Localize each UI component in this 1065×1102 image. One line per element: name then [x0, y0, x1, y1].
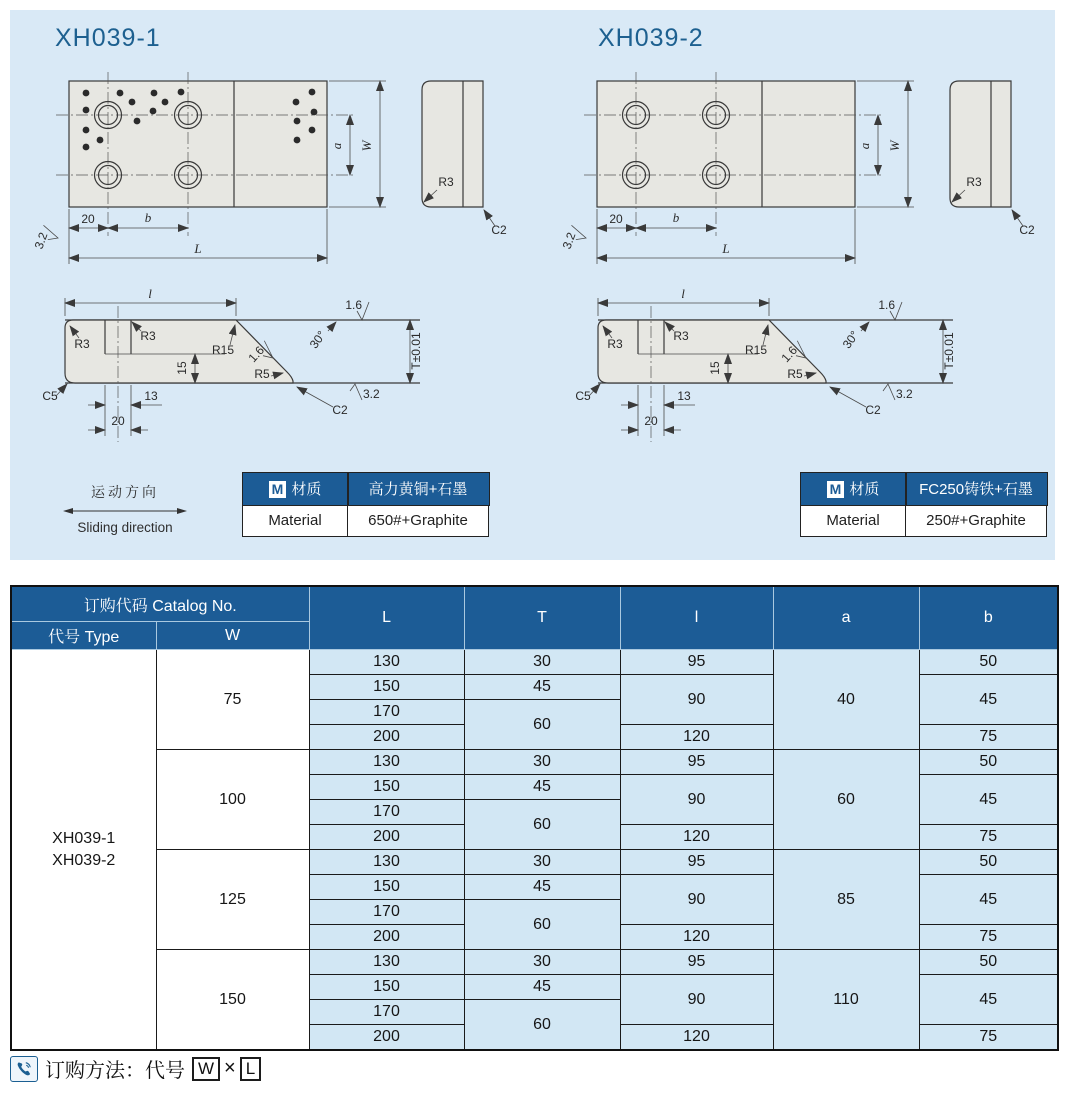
l-dim-cell: 170 — [309, 1000, 464, 1025]
b-cell: 50 — [919, 950, 1058, 975]
svg-text:T±0.01: T±0.01 — [942, 332, 956, 370]
m-symbol: M — [269, 481, 287, 498]
order-code-w: W — [192, 1057, 220, 1081]
profile-view-xh039-2 — [575, 286, 956, 442]
svg-text:C5: C5 — [575, 389, 591, 403]
b-cell: 75 — [919, 1025, 1058, 1051]
svg-text:15: 15 — [175, 361, 189, 375]
svg-text:L: L — [722, 241, 730, 256]
svg-text:3.2: 3.2 — [31, 230, 51, 251]
l-dim-cell: 170 — [309, 900, 464, 925]
material-header-cn: M 材质 — [243, 473, 348, 505]
header-col-T: T — [464, 586, 620, 650]
t-cell: 30 — [464, 950, 620, 975]
t-cell: 30 — [464, 850, 620, 875]
svg-text:C2: C2 — [332, 403, 348, 417]
t-cell: 45 — [464, 975, 620, 1000]
a-cell: 40 — [773, 650, 919, 750]
svg-text:C2: C2 — [491, 223, 507, 237]
t-cell: 30 — [464, 750, 620, 775]
svg-text:15: 15 — [708, 361, 722, 375]
svg-text:R3: R3 — [438, 175, 454, 189]
l-dim-cell: 200 — [309, 825, 464, 850]
header-col-L: L — [309, 586, 464, 650]
svg-text:R15: R15 — [211, 343, 235, 357]
l-dim-cell: 200 — [309, 725, 464, 750]
b-cell: 75 — [919, 725, 1058, 750]
svg-text:1.6: 1.6 — [878, 298, 895, 312]
l-dim-cell: 200 — [309, 1025, 464, 1051]
l-dim-cell: 150 — [309, 875, 464, 900]
svg-text:R15: R15 — [744, 343, 768, 357]
catalog-size-table — [10, 585, 1059, 1051]
svg-text:3.2: 3.2 — [363, 387, 380, 401]
l-dim-cell: 200 — [309, 925, 464, 950]
b-cell: 45 — [919, 675, 1058, 725]
table-row — [11, 750, 1058, 775]
svg-text:C2: C2 — [1019, 223, 1035, 237]
small-l-cell: 95 — [620, 650, 773, 675]
order-note — [10, 1054, 261, 1083]
svg-text:R3: R3 — [966, 175, 982, 189]
w-cell: 75 — [156, 650, 309, 750]
svg-text:30°: 30° — [306, 328, 329, 352]
l-dim-cell: 130 — [309, 750, 464, 775]
svg-text:R5: R5 — [787, 367, 803, 381]
svg-text:b: b — [672, 210, 680, 225]
svg-text:1.6: 1.6 — [778, 343, 801, 366]
m-symbol: M — [827, 481, 845, 498]
small-l-cell: 95 — [620, 850, 773, 875]
phone-icon — [10, 1056, 38, 1082]
svg-text:20: 20 — [111, 414, 125, 428]
small-l-cell: 120 — [620, 925, 773, 950]
small-l-cell: 90 — [620, 975, 773, 1025]
svg-text:3.2: 3.2 — [896, 387, 913, 401]
svg-text:W: W — [887, 140, 902, 152]
material-table-left — [242, 472, 489, 537]
w-cell: 125 — [156, 850, 309, 950]
l-dim-cell: 170 — [309, 800, 464, 825]
svg-text:L: L — [194, 241, 202, 256]
table-row — [11, 850, 1058, 875]
order-times: × — [224, 1057, 236, 1079]
header-col-l: l — [620, 586, 773, 650]
material-value-cn: FC250铸铁+石墨 — [906, 473, 1047, 505]
b-cell: 45 — [919, 875, 1058, 925]
svg-text:R3: R3 — [607, 337, 623, 351]
w-cell: 100 — [156, 750, 309, 850]
svg-text:20: 20 — [644, 414, 658, 428]
double-arrow-icon — [62, 506, 188, 516]
material-value-cn: 高力黄铜+石墨 — [348, 473, 489, 505]
t-cell: 60 — [464, 1000, 620, 1051]
svg-text:30°: 30° — [839, 328, 862, 352]
b-cell: 75 — [919, 825, 1058, 850]
svg-text:T±0.01: T±0.01 — [409, 332, 423, 370]
material-header-cn: M 材质 — [801, 473, 906, 505]
l-dim-cell: 130 — [309, 850, 464, 875]
t-cell: 30 — [464, 650, 620, 675]
svg-text:l: l — [681, 286, 685, 301]
b-cell: 50 — [919, 850, 1058, 875]
small-l-cell: 120 — [620, 825, 773, 850]
small-l-cell: 95 — [620, 750, 773, 775]
svg-text:13: 13 — [677, 389, 691, 403]
header-col-a: a — [773, 586, 919, 650]
svg-text:R5: R5 — [254, 367, 270, 381]
small-l-cell: 120 — [620, 725, 773, 750]
b-cell: 45 — [919, 975, 1058, 1025]
material-table-right — [800, 472, 1047, 537]
l-dim-cell: 150 — [309, 975, 464, 1000]
product-title-xh039-1: XH039-1 — [55, 24, 161, 52]
sliding-direction-note — [58, 482, 192, 535]
svg-text:20: 20 — [609, 212, 623, 226]
profile-view-xh039-1 — [42, 286, 423, 442]
l-dim-cell: 150 — [309, 775, 464, 800]
order-code-l: L — [240, 1057, 261, 1081]
svg-text:R3: R3 — [673, 329, 689, 343]
l-dim-cell: 130 — [309, 650, 464, 675]
svg-text:R3: R3 — [140, 329, 156, 343]
table-row — [11, 650, 1058, 675]
svg-text:1.6: 1.6 — [345, 298, 362, 312]
a-cell: 110 — [773, 950, 919, 1051]
header-type: 代号 Type — [11, 622, 156, 650]
material-header-en: Material — [801, 505, 906, 537]
t-cell: 60 — [464, 800, 620, 850]
svg-text:b: b — [144, 210, 152, 225]
b-cell: 45 — [919, 775, 1058, 825]
product-title-xh039-2: XH039-2 — [598, 24, 704, 52]
t-cell: 60 — [464, 900, 620, 950]
header-col-b: b — [919, 586, 1058, 650]
svg-text:C2: C2 — [865, 403, 881, 417]
material-header-en: Material — [243, 505, 348, 537]
table-row — [11, 950, 1058, 975]
b-cell: 50 — [919, 650, 1058, 675]
b-cell: 75 — [919, 925, 1058, 950]
drawing-panel — [10, 10, 1055, 560]
w-cell: 150 — [156, 950, 309, 1051]
l-dim-cell: 170 — [309, 700, 464, 725]
t-cell: 60 — [464, 700, 620, 750]
small-l-cell: 90 — [620, 675, 773, 725]
material-value-en: 250#+Graphite — [906, 505, 1047, 537]
sliding-direction-en: Sliding direction — [77, 520, 173, 535]
b-cell: 50 — [919, 750, 1058, 775]
svg-text:20: 20 — [81, 212, 95, 226]
small-l-cell: 90 — [620, 875, 773, 925]
small-l-cell: 95 — [620, 950, 773, 975]
a-cell: 85 — [773, 850, 919, 950]
type-cell: XH039-1 XH039-2 — [11, 650, 156, 1051]
small-l-cell: 90 — [620, 775, 773, 825]
svg-text:a: a — [857, 142, 872, 150]
a-cell: 60 — [773, 750, 919, 850]
svg-text:a: a — [329, 142, 344, 150]
top-view-xh039-1 — [32, 72, 507, 264]
header-catalog-no: 订购代码 Catalog No. — [11, 586, 309, 622]
material-value-en: 650#+Graphite — [348, 505, 489, 537]
order-method-label: 订购方法：代号 — [45, 1060, 185, 1082]
svg-text:3.2: 3.2 — [559, 230, 579, 251]
small-l-cell: 120 — [620, 1025, 773, 1051]
svg-text:C5: C5 — [42, 389, 58, 403]
header-w: W — [156, 622, 309, 650]
svg-text:R3: R3 — [74, 337, 90, 351]
t-cell: 45 — [464, 775, 620, 800]
svg-text:13: 13 — [144, 389, 158, 403]
t-cell: 45 — [464, 875, 620, 900]
svg-text:1.6: 1.6 — [245, 343, 268, 366]
t-cell: 45 — [464, 675, 620, 700]
sliding-direction-cn: 运动方向 — [91, 484, 159, 500]
svg-text:l: l — [148, 286, 152, 301]
l-dim-cell: 130 — [309, 950, 464, 975]
top-view-xh039-2 — [560, 72, 1035, 264]
l-dim-cell: 150 — [309, 675, 464, 700]
svg-text:W: W — [359, 140, 374, 152]
